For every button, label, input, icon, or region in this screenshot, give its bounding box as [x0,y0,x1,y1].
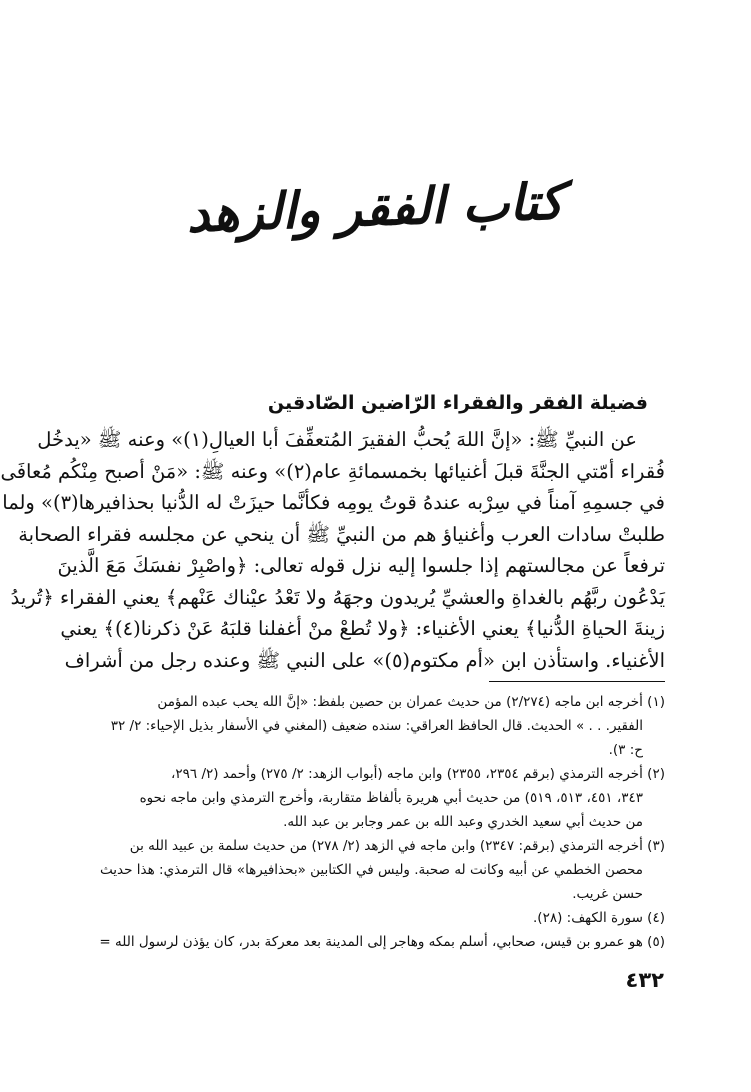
body-line: طلبتْ سادات العرب وأغنياؤ هم من النبيِّ ﷺ أن ينحي عن مجلسه فقراء الصحابة [18,522,665,546]
footnote-line: (١) أخرجه ابن ماجه (٢/٢٧٤) من حديث عمران بن حصين بلفظ: «إنَّ الله يحب عبده المؤمن [157,694,665,710]
section-heading: فضيلة الفقر والفقراء الرّاضين الصّادقين [267,392,648,414]
footnote-line: حسن غريب. [572,886,643,902]
footnote-line: الفقير. . . » الحديث. قال الحافظ العراقي: سنده ضعيف (المغني في الأسفار بذيل الإحياء: ٢/ ٣٢ [110,718,643,734]
body-line: يَدْعُون ربَّهُم بالغداةِ والعشيِّ يُريدون وجهَهُ ولا تَعْدُ عيْناك عَنْهم﴾ يعني الفقراء ﴿تُريدُ [10,585,665,609]
body-line: ترفعاً عن مجالستهم إذا جلسوا إليه نزل قوله تعالى: ﴿واصْبِرْ نفسَكَ مَعَ الَّذينَ [57,554,665,577]
body-line: الأغنياء. واستأذن ابن «أم مكتوم(٥)» على النبي ﷺ وعنده رجل من أشراف [64,648,665,672]
footnote-line: (٤) سورة الكهف: (٢٨). [533,910,665,926]
body-text [0,424,665,676]
footnotes [85,690,665,954]
footnote-line: من حديث أبي سعيد الخدري وعبد الله بن عمر وجابر بن عبد الله. [283,814,643,830]
body-line: في جسمِهِ آمناً في سِرْبه عندهُ قوتُ يومِه فكأنَّما حيزَتْ له الدُّنيا بحذافيرها(٣)» ولما [2,491,665,514]
page-number: ٤٣٢ [625,968,664,992]
footnote-line: ٣٤٣، ٤٥١، ٥١٣، ٥١٩) من حديث أبي هريرة بألفاظ متقاربة، وأخرج الترمذي وابن ماجه نحوه [139,790,643,806]
chapter-title: كتاب الفقر والزهد [185,171,565,244]
body-line: فُقراء أمّتي الجنَّةَ قبلَ أغنيائها بخمسمائةِ عام(٢)» وعنه ﷺ: «مَنْ أصبح مِنْكُم مُعافَى [0,459,665,483]
footnote-line: (٣) أخرجه الترمذي (برقم: ٢٣٤٧) وابن ماجه في الزهد (٢/ ٢٧٨) من حديث سلمة بن عبيد الله بن [129,838,665,854]
footnote-line: (٥) هو عمرو بن قيس، صحابي، أسلم بمكه وهاجر إلى المدينة بعد معركة بدر، كان يؤذن لرسول الله = [99,934,665,950]
footnote-line: محصن الخطمي عن أبيه وكانت له صحبة. وليس في الكتابين «بحذافيرها» قال الترمذي: هذا حديث [100,862,643,878]
footnote-line: (٢) أخرجه الترمذي (برقم ٢٣٥٤، ٢٣٥٥) وابن ماجه (أبواب الزهد: ٢/ ٢٧٥) وأحمد (٢/ ٢٩٦، [171,766,665,782]
body-line: عن النبيِّ ﷺ: «إنَّ اللهَ يُحبُّ الفقيرَ المُتعفِّفَ أبا العيالِ(١)» وعنه ﷺ «يدخُل [37,428,637,451]
body-line: زينةَ الحياةِ الدُّنيا﴾ يعني الأغنياء: ﴿ولا تُطعْ منْ أغفلنا قلبَهُ عَنْ ذكرنا(٤)﴾ يعني [60,617,665,640]
footnote-divider [489,681,665,682]
footnote-line: ح: ٣). [608,742,643,758]
